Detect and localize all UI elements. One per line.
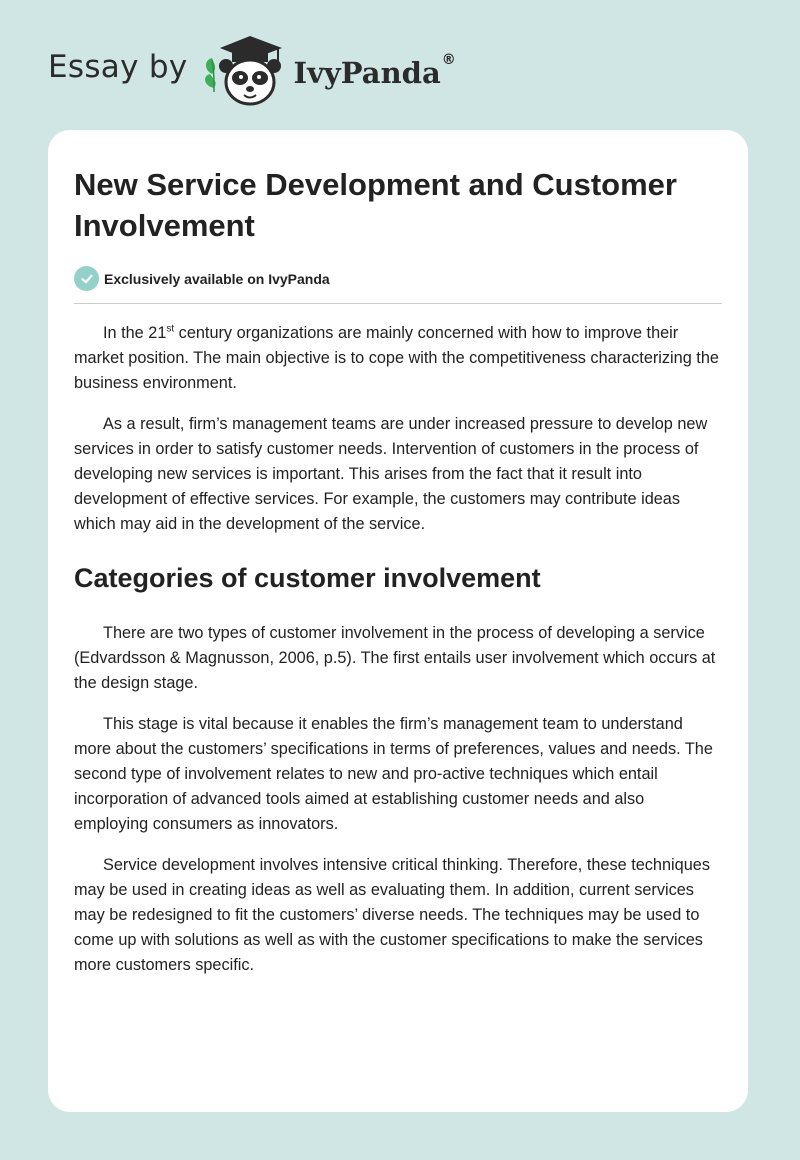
paragraph: There are two types of customer involvement in the process of developing a service (Edvardsson & Magnusson, 2006, p.5). The first entails user involvement which occurs at the design stage. [74, 624, 716, 692]
site-header [48, 30, 456, 110]
brand-name[interactable]: IvyPanda® [293, 52, 456, 90]
availability-row [74, 266, 722, 291]
ordinal-suffix: st [166, 323, 175, 335]
essay-by-label: Essay by [48, 49, 188, 85]
registered-mark: ® [441, 52, 456, 68]
section-heading: Categories of customer involvement [74, 563, 541, 593]
paragraph: In the 21st century organizations are mainly concerned with how to improve their market position. The main objective is to cope with the competitiveness characterizing the business environment. [74, 323, 719, 392]
panda-graduation-cap-icon[interactable] [202, 30, 290, 110]
paragraph: This stage is vital because it enables the firm’s management team to understand more about the customers’ specifications in terms of preferences, values and needs. The second type of involvement relates to new and pro-active techniques which entail incorporation of advanced tools aimed at establishing customer needs and also employing consumers as innovators. [74, 715, 713, 833]
paragraph: As a result, firm’s management teams are under increased pressure to develop new services in order to satisfy customer needs. Intervention of customers in the process of developing new services is important. This arises from the fact that it result into development of effective services. For example, the customers may contribute ideas which may aid in the development of the service. [74, 415, 708, 533]
availability-label: Exclusively available on IvyPanda [104, 270, 330, 287]
check-circle-icon [74, 266, 99, 291]
paragraph: Service development involves intensive critical thinking. Therefore, these techniques may be used in creating ideas as well as evaluating them. In addition, current services may be redesigned to fit the customers’ diverse needs. The techniques may be used to come up with solutions as well as with the customer specifications to make the services more customers specific. [74, 856, 710, 974]
divider [74, 303, 722, 304]
essay-card [48, 130, 748, 1112]
essay-title: New Service Development and Customer Involvement [74, 167, 677, 243]
